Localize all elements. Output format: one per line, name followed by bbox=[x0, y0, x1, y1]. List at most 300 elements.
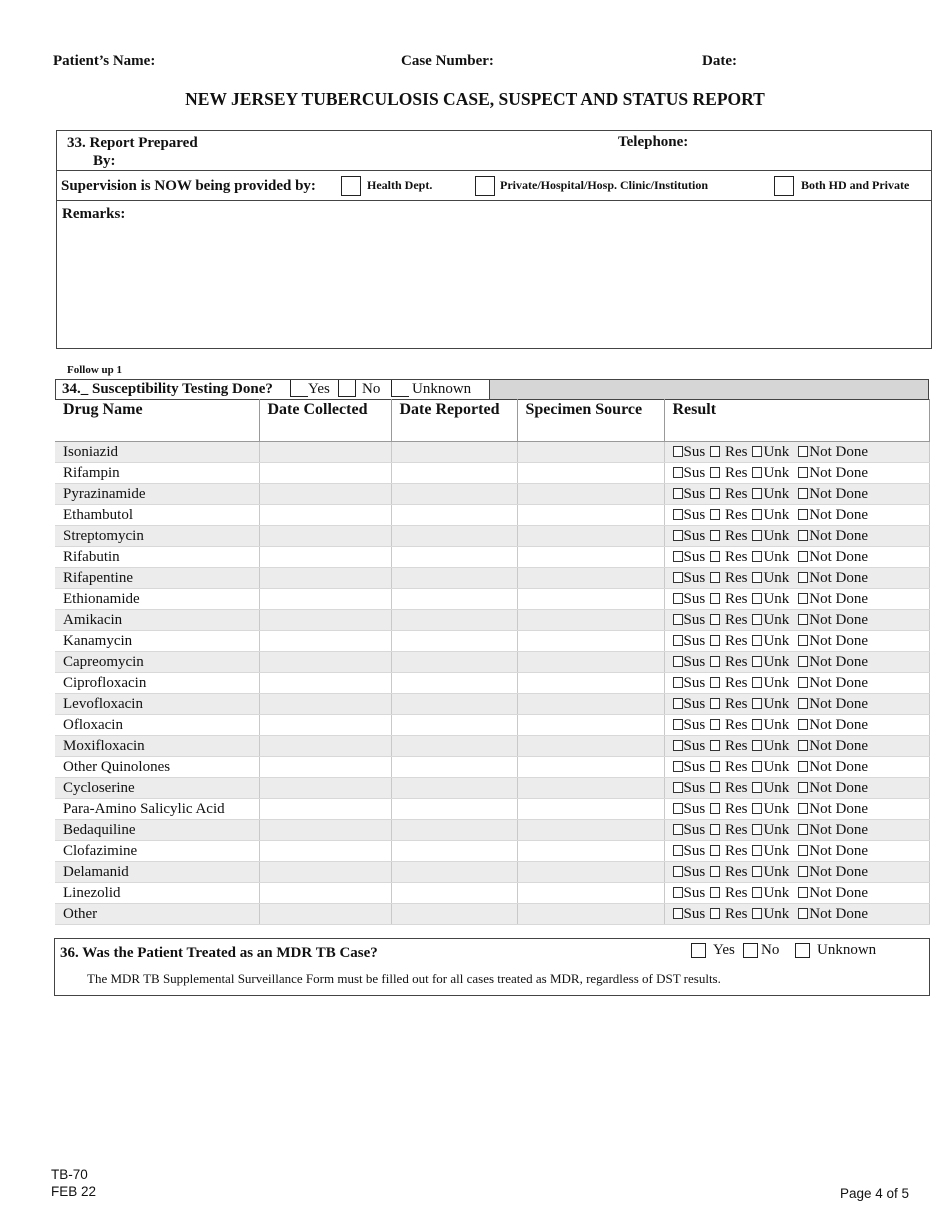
drug-name: Isoniazid bbox=[55, 442, 259, 463]
date-reported-cell[interactable] bbox=[391, 442, 517, 463]
result-not-done-checkbox[interactable] bbox=[798, 740, 808, 751]
result-option-label: Sus bbox=[683, 906, 706, 922]
table-row bbox=[55, 631, 929, 652]
result-res-checkbox[interactable] bbox=[710, 635, 720, 646]
result-unk-checkbox[interactable] bbox=[752, 719, 762, 730]
result-option-label: Unk bbox=[763, 444, 790, 460]
result-res-checkbox[interactable] bbox=[710, 614, 720, 625]
result-unk-checkbox[interactable] bbox=[752, 509, 762, 520]
result-cell bbox=[664, 841, 929, 862]
result-unk-checkbox[interactable] bbox=[752, 572, 762, 583]
date-reported-cell[interactable] bbox=[391, 652, 517, 673]
specimen-source-cell[interactable] bbox=[517, 652, 664, 673]
result-option-label: Not Done bbox=[809, 885, 869, 901]
result-not-done-checkbox[interactable] bbox=[798, 530, 808, 541]
date-collected-cell[interactable] bbox=[259, 547, 391, 568]
date-collected-cell[interactable] bbox=[259, 862, 391, 883]
date-reported-cell[interactable] bbox=[391, 715, 517, 736]
mdr-question: 36. Was the Patient Treated as an MDR TB Case? bbox=[60, 945, 378, 961]
result-option-label: Unk bbox=[763, 465, 790, 481]
date-reported-cell[interactable] bbox=[391, 841, 517, 862]
result-option-label: Res bbox=[724, 906, 748, 922]
result-sus-checkbox[interactable] bbox=[673, 635, 683, 646]
date-collected-cell[interactable] bbox=[259, 631, 391, 652]
both-hd-private-label: Both HD and Private bbox=[801, 178, 910, 192]
result-res-checkbox[interactable] bbox=[710, 824, 720, 835]
table-row bbox=[55, 883, 929, 904]
result-option-label: Not Done bbox=[809, 591, 869, 607]
date-reported-cell[interactable] bbox=[391, 673, 517, 694]
date-collected-cell[interactable] bbox=[259, 757, 391, 778]
result-sus-checkbox[interactable] bbox=[673, 845, 683, 856]
date-collected-cell[interactable] bbox=[259, 778, 391, 799]
date-reported-cell[interactable] bbox=[391, 547, 517, 568]
result-option-label: Res bbox=[724, 465, 748, 481]
result-not-done-checkbox[interactable] bbox=[798, 761, 808, 772]
result-res-checkbox[interactable] bbox=[710, 593, 720, 604]
date-collected-cell[interactable] bbox=[259, 589, 391, 610]
result-cell bbox=[664, 484, 929, 505]
result-option-label: Not Done bbox=[809, 696, 869, 712]
result-sus-checkbox[interactable] bbox=[673, 740, 683, 751]
result-cell bbox=[664, 442, 929, 463]
date-collected-cell[interactable] bbox=[259, 505, 391, 526]
result-not-done-checkbox[interactable] bbox=[798, 803, 808, 814]
specimen-source-cell[interactable] bbox=[517, 715, 664, 736]
date-reported-cell[interactable] bbox=[391, 568, 517, 589]
date-collected-cell[interactable] bbox=[259, 883, 391, 904]
result-option-label: Unk bbox=[763, 528, 790, 544]
result-unk-checkbox[interactable] bbox=[752, 677, 762, 688]
specimen-source-cell[interactable] bbox=[517, 547, 664, 568]
date-reported-cell[interactable] bbox=[391, 883, 517, 904]
result-option-label: Unk bbox=[763, 801, 790, 817]
result-sus-checkbox[interactable] bbox=[673, 467, 683, 478]
result-cell bbox=[664, 673, 929, 694]
result-option-label: Not Done bbox=[809, 843, 869, 859]
specimen-source-cell[interactable] bbox=[517, 673, 664, 694]
result-option-label: Sus bbox=[683, 612, 706, 628]
specimen-source-cell[interactable] bbox=[517, 568, 664, 589]
result-cell bbox=[664, 505, 929, 526]
result-option-label: Unk bbox=[763, 906, 790, 922]
result-unk-checkbox[interactable] bbox=[752, 467, 762, 478]
result-option-label: Res bbox=[724, 759, 748, 775]
result-not-done-checkbox[interactable] bbox=[798, 446, 808, 457]
mdr-no-checkbox[interactable] bbox=[743, 943, 758, 958]
drug-name: Other bbox=[55, 904, 259, 925]
result-option-label: Res bbox=[724, 885, 748, 901]
result-res-checkbox[interactable] bbox=[710, 803, 720, 814]
date-reported-cell[interactable] bbox=[391, 631, 517, 652]
case-number-label: Case Number: bbox=[401, 53, 494, 69]
specimen-source-cell[interactable] bbox=[517, 442, 664, 463]
date-collected-cell[interactable] bbox=[259, 568, 391, 589]
result-sus-checkbox[interactable] bbox=[673, 824, 683, 835]
specimen-source-cell[interactable] bbox=[517, 610, 664, 631]
result-res-checkbox[interactable] bbox=[710, 866, 720, 877]
col-specimen-source: Specimen Source bbox=[517, 399, 664, 442]
result-option-label: Unk bbox=[763, 486, 790, 502]
result-sus-checkbox[interactable] bbox=[673, 551, 683, 562]
result-unk-checkbox[interactable] bbox=[752, 761, 762, 772]
page-title: NEW JERSEY TUBERCULOSIS CASE, SUSPECT AND STATUS REPORT bbox=[185, 89, 765, 109]
result-res-checkbox[interactable] bbox=[710, 467, 720, 478]
result-not-done-checkbox[interactable] bbox=[798, 824, 808, 835]
specimen-source-cell[interactable] bbox=[517, 463, 664, 484]
result-res-checkbox[interactable] bbox=[710, 740, 720, 751]
date-collected-cell[interactable] bbox=[259, 673, 391, 694]
result-not-done-checkbox[interactable] bbox=[798, 908, 808, 919]
result-res-checkbox[interactable] bbox=[710, 908, 720, 919]
result-option-label: Not Done bbox=[809, 465, 869, 481]
date-reported-cell[interactable] bbox=[391, 757, 517, 778]
drug-name: Rifapentine bbox=[55, 568, 259, 589]
specimen-source-cell[interactable] bbox=[517, 841, 664, 862]
result-unk-checkbox[interactable] bbox=[752, 782, 762, 793]
date-collected-cell[interactable] bbox=[259, 463, 391, 484]
drug-name: Linezolid bbox=[55, 883, 259, 904]
result-unk-checkbox[interactable] bbox=[752, 803, 762, 814]
drug-name: Amikacin bbox=[55, 610, 259, 631]
result-sus-checkbox[interactable] bbox=[673, 593, 683, 604]
date-reported-cell[interactable] bbox=[391, 694, 517, 715]
result-sus-checkbox[interactable] bbox=[673, 488, 683, 499]
drug-name: Streptomycin bbox=[55, 526, 259, 547]
result-option-label: Unk bbox=[763, 570, 790, 586]
susceptibility-table bbox=[55, 399, 930, 925]
both-hd-private-checkbox[interactable] bbox=[774, 176, 794, 196]
date-collected-cell[interactable] bbox=[259, 610, 391, 631]
report-prepared-box bbox=[56, 130, 932, 349]
result-option-label: Not Done bbox=[809, 654, 869, 670]
result-option-label: Unk bbox=[763, 864, 790, 880]
table-row bbox=[55, 757, 929, 778]
specimen-source-cell[interactable] bbox=[517, 736, 664, 757]
result-cell bbox=[664, 694, 929, 715]
result-option-label: Not Done bbox=[809, 822, 869, 838]
result-option-label: Res bbox=[724, 864, 748, 880]
result-option-label: Sus bbox=[683, 843, 706, 859]
result-unk-checkbox[interactable] bbox=[752, 845, 762, 856]
date-collected-cell[interactable] bbox=[259, 904, 391, 925]
result-not-done-checkbox[interactable] bbox=[798, 698, 808, 709]
drug-name: Bedaquiline bbox=[55, 820, 259, 841]
remarks-label: Remarks: bbox=[62, 206, 126, 222]
result-cell bbox=[664, 463, 929, 484]
result-not-done-checkbox[interactable] bbox=[798, 593, 808, 604]
result-option-label: Sus bbox=[683, 801, 706, 817]
date-reported-cell[interactable] bbox=[391, 589, 517, 610]
result-not-done-checkbox[interactable] bbox=[798, 656, 808, 667]
susceptibility-yes-checkbox[interactable] bbox=[290, 380, 308, 397]
specimen-source-cell[interactable] bbox=[517, 904, 664, 925]
susceptibility-unknown-checkbox[interactable] bbox=[391, 380, 409, 397]
date-reported-cell[interactable] bbox=[391, 820, 517, 841]
specimen-source-cell[interactable] bbox=[517, 883, 664, 904]
result-sus-checkbox[interactable] bbox=[673, 761, 683, 772]
result-cell bbox=[664, 862, 929, 883]
result-option-label: Res bbox=[724, 654, 748, 670]
specimen-source-cell[interactable] bbox=[517, 505, 664, 526]
result-option-label: Unk bbox=[763, 675, 790, 691]
result-option-label: Sus bbox=[683, 885, 706, 901]
specimen-source-cell[interactable] bbox=[517, 862, 664, 883]
result-sus-checkbox[interactable] bbox=[673, 446, 683, 457]
health-dept-checkbox[interactable] bbox=[341, 176, 361, 196]
result-cell bbox=[664, 883, 929, 904]
result-sus-checkbox[interactable] bbox=[673, 866, 683, 877]
form-id: TB-70 bbox=[51, 1167, 88, 1182]
result-unk-checkbox[interactable] bbox=[752, 635, 762, 646]
result-sus-checkbox[interactable] bbox=[673, 782, 683, 793]
result-not-done-checkbox[interactable] bbox=[798, 887, 808, 898]
specimen-source-cell[interactable] bbox=[517, 526, 664, 547]
shaded-area bbox=[489, 380, 928, 399]
table-row bbox=[55, 841, 929, 862]
result-res-checkbox[interactable] bbox=[710, 572, 720, 583]
result-option-label: Sus bbox=[683, 528, 706, 544]
result-not-done-checkbox[interactable] bbox=[798, 866, 808, 877]
result-option-label: Res bbox=[724, 528, 748, 544]
drug-name: Ethambutol bbox=[55, 505, 259, 526]
result-option-label: Res bbox=[724, 444, 748, 460]
result-option-label: Unk bbox=[763, 822, 790, 838]
mdr-no-label: No bbox=[761, 942, 780, 958]
col-date-collected: Date Collected bbox=[259, 399, 391, 442]
date-collected-cell[interactable] bbox=[259, 442, 391, 463]
result-cell bbox=[664, 526, 929, 547]
result-unk-checkbox[interactable] bbox=[752, 866, 762, 877]
result-not-done-checkbox[interactable] bbox=[798, 509, 808, 520]
follow-up-label: Follow up 1 bbox=[67, 364, 123, 376]
remarks-field[interactable] bbox=[61, 226, 927, 344]
result-option-label: Unk bbox=[763, 633, 790, 649]
result-res-checkbox[interactable] bbox=[710, 845, 720, 856]
drug-name: Capreomycin bbox=[55, 652, 259, 673]
result-unk-checkbox[interactable] bbox=[752, 488, 762, 499]
date-reported-cell[interactable] bbox=[391, 526, 517, 547]
table-row bbox=[55, 715, 929, 736]
result-sus-checkbox[interactable] bbox=[673, 530, 683, 541]
result-option-label: Res bbox=[724, 591, 748, 607]
drug-name: Ethionamide bbox=[55, 589, 259, 610]
date-reported-cell[interactable] bbox=[391, 778, 517, 799]
result-res-checkbox[interactable] bbox=[710, 887, 720, 898]
result-sus-checkbox[interactable] bbox=[673, 614, 683, 625]
date-label: Date: bbox=[702, 53, 737, 69]
drug-name: Pyrazinamide bbox=[55, 484, 259, 505]
result-res-checkbox[interactable] bbox=[710, 698, 720, 709]
result-option-label: Res bbox=[724, 549, 748, 565]
result-sus-checkbox[interactable] bbox=[673, 887, 683, 898]
date-reported-cell[interactable] bbox=[391, 799, 517, 820]
result-cell bbox=[664, 820, 929, 841]
susceptibility-question-bar bbox=[55, 379, 929, 400]
drug-name: Rifabutin bbox=[55, 547, 259, 568]
private-hospital-checkbox[interactable] bbox=[475, 176, 495, 196]
result-not-done-checkbox[interactable] bbox=[798, 467, 808, 478]
result-unk-checkbox[interactable] bbox=[752, 446, 762, 457]
result-not-done-checkbox[interactable] bbox=[798, 677, 808, 688]
result-unk-checkbox[interactable] bbox=[752, 656, 762, 667]
result-option-label: Res bbox=[724, 738, 748, 754]
result-option-label: Unk bbox=[763, 843, 790, 859]
result-res-checkbox[interactable] bbox=[710, 782, 720, 793]
date-collected-cell[interactable] bbox=[259, 820, 391, 841]
result-option-label: Sus bbox=[683, 465, 706, 481]
col-drug-name: Drug Name bbox=[55, 399, 259, 442]
result-option-label: Not Done bbox=[809, 906, 869, 922]
result-not-done-checkbox[interactable] bbox=[798, 845, 808, 856]
result-option-label: Unk bbox=[763, 549, 790, 565]
table-row bbox=[55, 589, 929, 610]
result-cell bbox=[664, 778, 929, 799]
date-reported-cell[interactable] bbox=[391, 862, 517, 883]
drug-name: Rifampin bbox=[55, 463, 259, 484]
result-not-done-checkbox[interactable] bbox=[798, 719, 808, 730]
result-option-label: Res bbox=[724, 696, 748, 712]
specimen-source-cell[interactable] bbox=[517, 589, 664, 610]
result-res-checkbox[interactable] bbox=[710, 761, 720, 772]
result-res-checkbox[interactable] bbox=[710, 509, 720, 520]
result-option-label: Sus bbox=[683, 717, 706, 733]
result-res-checkbox[interactable] bbox=[710, 719, 720, 730]
date-reported-cell[interactable] bbox=[391, 484, 517, 505]
result-option-label: Not Done bbox=[809, 570, 869, 586]
result-option-label: Sus bbox=[683, 759, 706, 775]
result-not-done-checkbox[interactable] bbox=[798, 488, 808, 499]
result-res-checkbox[interactable] bbox=[710, 656, 720, 667]
telephone-label: Telephone: bbox=[618, 134, 689, 150]
date-collected-cell[interactable] bbox=[259, 736, 391, 757]
result-option-label: Res bbox=[724, 843, 748, 859]
table-row bbox=[55, 547, 929, 568]
table-row bbox=[55, 652, 929, 673]
result-res-checkbox[interactable] bbox=[710, 677, 720, 688]
table-row bbox=[55, 778, 929, 799]
result-option-label: Not Done bbox=[809, 759, 869, 775]
result-sus-checkbox[interactable] bbox=[673, 908, 683, 919]
drug-name: Ciprofloxacin bbox=[55, 673, 259, 694]
result-option-label: Unk bbox=[763, 717, 790, 733]
susceptibility-no-checkbox[interactable] bbox=[338, 380, 356, 397]
result-unk-checkbox[interactable] bbox=[752, 551, 762, 562]
result-unk-checkbox[interactable] bbox=[752, 908, 762, 919]
drug-name: Cycloserine bbox=[55, 778, 259, 799]
date-reported-cell[interactable] bbox=[391, 904, 517, 925]
date-reported-cell[interactable] bbox=[391, 463, 517, 484]
specimen-source-cell[interactable] bbox=[517, 631, 664, 652]
table-row bbox=[55, 820, 929, 841]
date-collected-cell[interactable] bbox=[259, 715, 391, 736]
result-option-label: Sus bbox=[683, 738, 706, 754]
result-sus-checkbox[interactable] bbox=[673, 698, 683, 709]
susceptibility-question: 34._ Susceptibility Testing Done? bbox=[62, 381, 273, 397]
result-option-label: Res bbox=[724, 570, 748, 586]
result-option-label: Sus bbox=[683, 864, 706, 880]
specimen-source-cell[interactable] bbox=[517, 484, 664, 505]
specimen-source-cell[interactable] bbox=[517, 820, 664, 841]
result-option-label: Sus bbox=[683, 696, 706, 712]
result-res-checkbox[interactable] bbox=[710, 530, 720, 541]
result-cell bbox=[664, 736, 929, 757]
specimen-source-cell[interactable] bbox=[517, 778, 664, 799]
result-sus-checkbox[interactable] bbox=[673, 677, 683, 688]
result-res-checkbox[interactable] bbox=[710, 488, 720, 499]
date-reported-cell[interactable] bbox=[391, 505, 517, 526]
mdr-unknown-checkbox[interactable] bbox=[795, 943, 810, 958]
mdr-yes-checkbox[interactable] bbox=[691, 943, 706, 958]
drug-name: Moxifloxacin bbox=[55, 736, 259, 757]
result-unk-checkbox[interactable] bbox=[752, 740, 762, 751]
table-row bbox=[55, 610, 929, 631]
date-collected-cell[interactable] bbox=[259, 799, 391, 820]
result-sus-checkbox[interactable] bbox=[673, 509, 683, 520]
date-reported-cell[interactable] bbox=[391, 736, 517, 757]
specimen-source-cell[interactable] bbox=[517, 694, 664, 715]
date-collected-cell[interactable] bbox=[259, 652, 391, 673]
specimen-source-cell[interactable] bbox=[517, 757, 664, 778]
date-collected-cell[interactable] bbox=[259, 841, 391, 862]
result-sus-checkbox[interactable] bbox=[673, 803, 683, 814]
result-option-label: Unk bbox=[763, 759, 790, 775]
drug-name: Clofazimine bbox=[55, 841, 259, 862]
result-unk-checkbox[interactable] bbox=[752, 698, 762, 709]
result-not-done-checkbox[interactable] bbox=[798, 635, 808, 646]
report-prepared-label: 33. Report Prepared By: bbox=[67, 135, 198, 169]
result-unk-checkbox[interactable] bbox=[752, 887, 762, 898]
result-unk-checkbox[interactable] bbox=[752, 824, 762, 835]
result-not-done-checkbox[interactable] bbox=[798, 614, 808, 625]
result-option-label: Unk bbox=[763, 654, 790, 670]
date-collected-cell[interactable] bbox=[259, 694, 391, 715]
drug-name: Kanamycin bbox=[55, 631, 259, 652]
result-not-done-checkbox[interactable] bbox=[798, 551, 808, 562]
specimen-source-cell[interactable] bbox=[517, 799, 664, 820]
result-option-label: Not Done bbox=[809, 738, 869, 754]
result-cell bbox=[664, 610, 929, 631]
result-sus-checkbox[interactable] bbox=[673, 572, 683, 583]
result-option-label: Sus bbox=[683, 780, 706, 796]
result-not-done-checkbox[interactable] bbox=[798, 782, 808, 793]
result-sus-checkbox[interactable] bbox=[673, 719, 683, 730]
date-collected-cell[interactable] bbox=[259, 526, 391, 547]
table-row bbox=[55, 862, 929, 883]
result-res-checkbox[interactable] bbox=[710, 446, 720, 457]
result-unk-checkbox[interactable] bbox=[752, 530, 762, 541]
date-reported-cell[interactable] bbox=[391, 610, 517, 631]
date-collected-cell[interactable] bbox=[259, 484, 391, 505]
result-unk-checkbox[interactable] bbox=[752, 614, 762, 625]
col-result: Result bbox=[664, 399, 929, 442]
result-unk-checkbox[interactable] bbox=[752, 593, 762, 604]
mdr-unknown-label: Unknown bbox=[817, 942, 877, 958]
result-sus-checkbox[interactable] bbox=[673, 656, 683, 667]
drug-name: Ofloxacin bbox=[55, 715, 259, 736]
result-option-label: Sus bbox=[683, 822, 706, 838]
result-cell bbox=[664, 568, 929, 589]
result-option-label: Unk bbox=[763, 780, 790, 796]
result-option-label: Unk bbox=[763, 885, 790, 901]
result-option-label: Res bbox=[724, 507, 748, 523]
result-option-label: Sus bbox=[683, 654, 706, 670]
result-cell bbox=[664, 547, 929, 568]
result-res-checkbox[interactable] bbox=[710, 551, 720, 562]
table-row bbox=[55, 736, 929, 757]
result-option-label: Sus bbox=[683, 486, 706, 502]
result-not-done-checkbox[interactable] bbox=[798, 572, 808, 583]
